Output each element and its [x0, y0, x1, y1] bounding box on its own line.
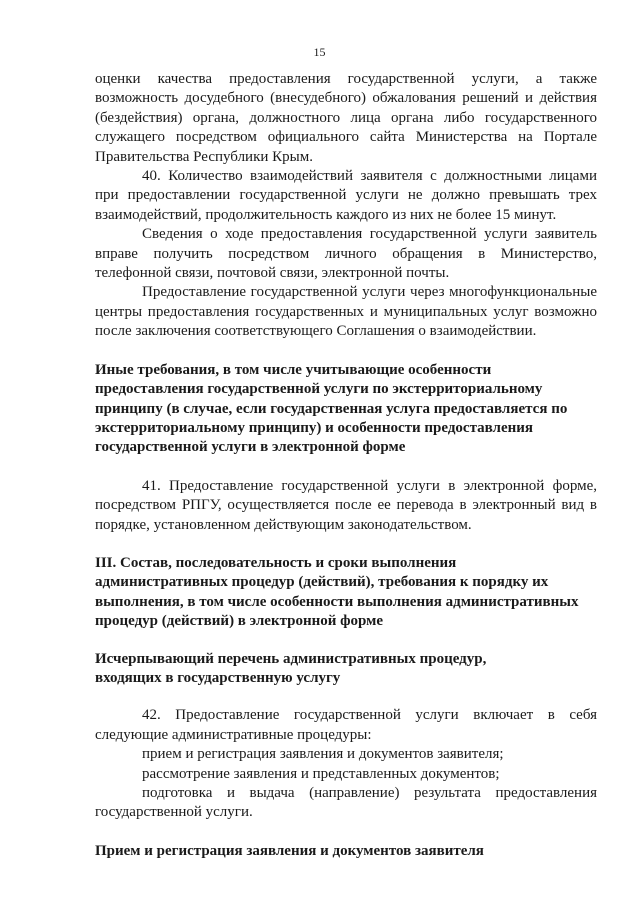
heading-reception-registration: Прием и регистрация заявления и документов заявителя: [95, 842, 484, 859]
heading-section-iii: [95, 554, 597, 632]
heading-line: III. Состав, последовательность и сроки выполнения: [95, 554, 457, 571]
heading-line: Исчерпывающий перечень административных процедур,: [95, 650, 487, 667]
heading-line: Иные требования, в том числе учитывающие особенности: [95, 361, 492, 378]
heading-line: выполнения, в том числе особенности выполнения административных: [95, 593, 579, 610]
paragraph-41: 41. Предоставление государственной услуги в электронной форме, посредством РПГУ, осуществляется после ее перевода в электронный вид в порядке, установленном действующим законодательством.: [95, 477, 597, 533]
paragraph-online-appeal: оценки качества предоставления государственной услуги, а также возможность досудебного (внесудебного) обжалования решений и действия (бездействия) органа, должностного лица органа либо государственного служащего посредством официального сайта Министерства на Портале Правительства Республики Крым.: [95, 71, 597, 165]
heading-line: государственной услуги в электронной форме: [95, 439, 406, 456]
list-item-review: рассмотрение заявления и представленных документов;: [142, 765, 500, 782]
heading-line: экстерриториальному принципу) и особенности предоставления: [95, 419, 533, 436]
paragraph-42: 42. Предоставление государственной услуги включает в себя следующие административные процедуры:: [95, 707, 597, 743]
heading-line: входящих в государственную услугу: [95, 669, 341, 686]
heading-line: административных процедур (действий), требования к порядку их: [95, 574, 549, 591]
heading-other-requirements: [95, 361, 597, 458]
paragraph-40: 40. Количество взаимодействий заявителя с должностными лицами при предоставлении государственной услуги не должно превышать трех взаимодействий, продолжительность каждого из них не более 15 минут.: [95, 168, 597, 223]
heading-line: процедур (действий) в электронной форме: [95, 613, 384, 630]
list-item-reception: прием и регистрация заявления и документов заявителя;: [142, 746, 504, 763]
list-item-result: подготовка и выдача (направление) результата предоставления государственной услуги.: [95, 785, 597, 821]
heading-line: предоставления государственной услуги по экстерриториальному: [95, 381, 543, 398]
page-number: 15: [313, 45, 326, 59]
paragraph-mfc: Предоставление государственной услуги через многофункциональные центры предоставления государственных и муниципальных услуг возможно после заключения соответствующего Соглашения о взаимодействии.: [95, 284, 597, 340]
paragraph-progress-info: Сведения о ходе предоставления государственной услуги заявитель вправе получить посредством личного обращения в Министерство, телефонной связи, почтовой связи, электронной почты.: [95, 226, 597, 282]
document-body: [95, 70, 597, 861]
heading-line: принципу (в случае, если государственная услуга предоставляется по: [95, 400, 568, 417]
heading-procedure-list: [95, 650, 597, 689]
